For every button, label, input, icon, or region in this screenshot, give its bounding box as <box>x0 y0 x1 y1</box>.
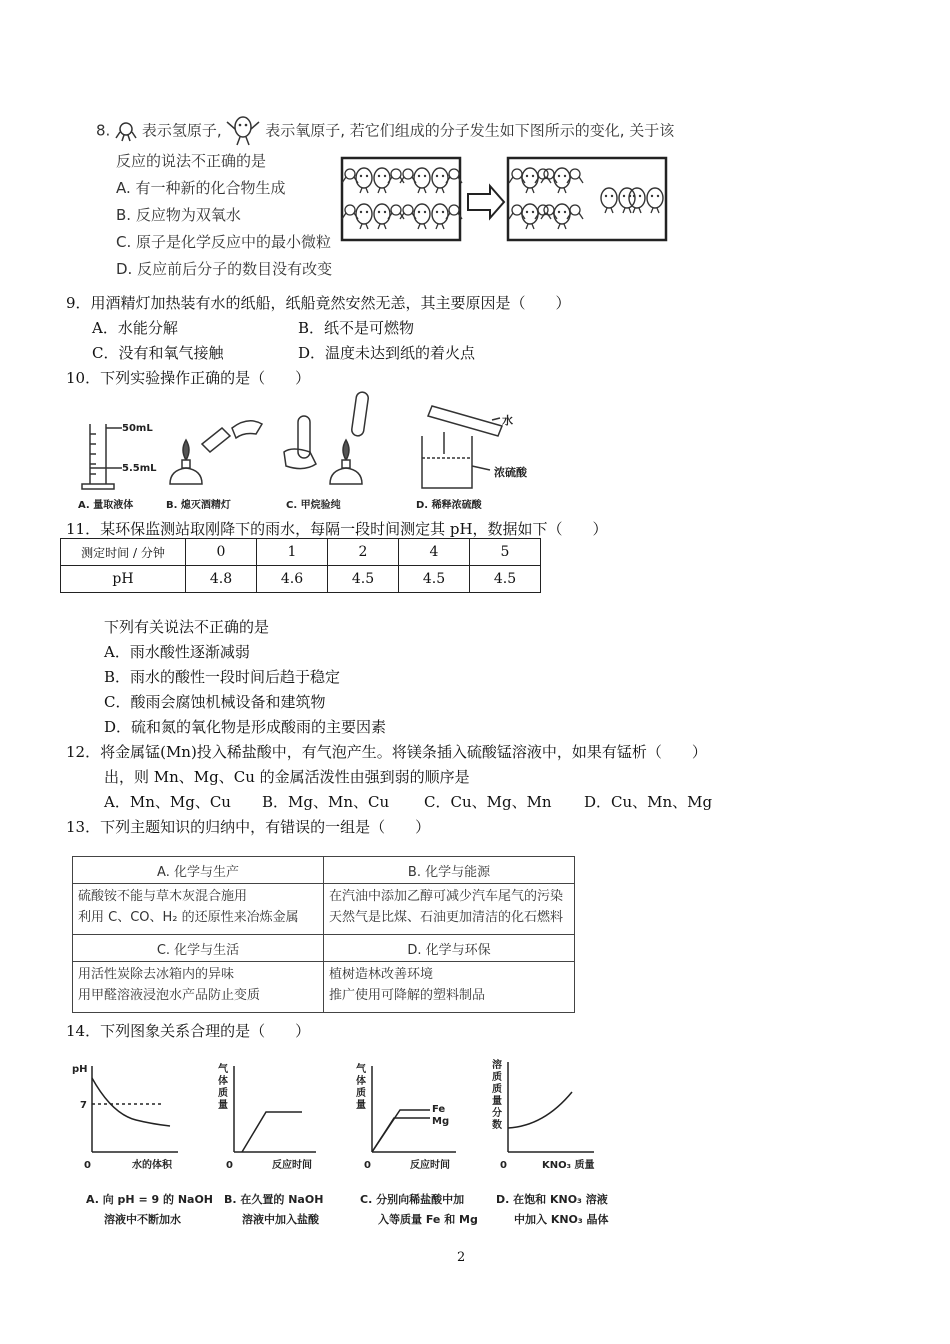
q11-option-c: C．酸雨会腐蚀机械设备和建筑物 <box>104 693 326 711</box>
c-line1: 用活性炭除去冰箱内的异味 <box>78 967 235 982</box>
table-cell: 4.6 <box>257 566 328 593</box>
graph-a-y-label: pH <box>72 1064 88 1075</box>
table-cell: 0 <box>186 539 257 566</box>
q9-stem: 9．用酒精灯加热装有水的纸船，纸船竟然安然无恙，其主要原因是（ ） <box>66 294 571 312</box>
row-header: pH <box>61 566 186 593</box>
caption-a: A. 量取液体 <box>78 500 134 511</box>
graph-b-y2: 体 <box>218 1076 228 1087</box>
label-5-5ml: 5.5mL <box>122 463 157 474</box>
graph-c-mg: Mg <box>432 1116 450 1127</box>
graph-d-y6: 数 <box>492 1120 502 1131</box>
q12-stem-line1: 12．将金属锰(Mn)投入稀盐酸中，有气泡产生。将镁条插入硫酸锰溶液中，如果有锰析（ ） <box>66 743 707 761</box>
table-cell: 4.5 <box>399 566 470 593</box>
cell-a-body <box>73 884 324 935</box>
graph-d-caption <box>496 1190 609 1230</box>
graph-b-y1: 气 <box>218 1064 228 1075</box>
q9-option-d: D．温度未达到纸的着火点 <box>298 344 476 362</box>
oxygen-atom-icon <box>226 116 260 146</box>
graph-d-y1: 溶 <box>492 1060 502 1071</box>
graph-d-origin: 0 <box>500 1160 507 1171</box>
b-line2: 天然气是比煤、石油更加清洁的化石燃料 <box>329 910 564 925</box>
graph-a-caption-2: 溶液中不断加水 <box>104 1213 181 1226</box>
cell-d-body <box>324 962 575 1013</box>
graph-c-y2: 体 <box>356 1076 366 1087</box>
table-row <box>61 566 541 593</box>
q8-option-b: B. 反应物为双氧水 <box>116 206 241 224</box>
reaction-arrow-icon <box>468 186 504 218</box>
label-50ml: 50mL <box>122 423 153 434</box>
alcohol-lamp-capping <box>170 421 262 484</box>
cell-c-body <box>73 962 324 1013</box>
a-line1: 硫酸铵不能与草木灰混合施用 <box>78 889 248 904</box>
graph-b-caption-2: 溶液中加入盐酸 <box>242 1213 319 1226</box>
graph-b <box>234 1066 316 1152</box>
graph-d-caption-1: D. 在饱和 KNO₃ 溶液 <box>496 1193 608 1206</box>
graph-a-caption-1: A. 向 pH = 9 的 NaOH <box>86 1193 214 1206</box>
q11-sub: 下列有关说法不正确的是 <box>104 618 270 636</box>
caption-b: B. 熄灭酒精灯 <box>166 500 231 511</box>
graph-c-caption-1: C. 分别向稀盐酸中加 <box>360 1193 465 1206</box>
q10-lab-operations-figure <box>72 388 527 514</box>
q11-option-a: A．雨水酸性逐渐减弱 <box>104 643 250 661</box>
row-header: 测定时间 / 分钟 <box>61 539 186 566</box>
label-conc-acid: 浓硫酸 <box>494 466 527 479</box>
table-cell: 2 <box>328 539 399 566</box>
b-line1: 在汽油中添加乙醇可减少汽车尾气的污染 <box>329 889 564 904</box>
q8-reaction-diagram <box>340 156 670 244</box>
q11-option-b: B．雨水的酸性一段时间后趋于稳定 <box>104 668 341 686</box>
q8-intro-a: 表示氢原子, <box>141 121 222 140</box>
graph-c-caption <box>360 1190 478 1230</box>
graph-b-y4: 量 <box>218 1100 228 1111</box>
graph-d-y3: 质 <box>492 1084 502 1095</box>
hydrogen-atom-icon <box>115 120 137 142</box>
graph-b-origin: 0 <box>226 1160 233 1171</box>
d-line1: 植树造林改善环境 <box>329 967 434 982</box>
graph-b-caption-1: B. 在久置的 NaOH <box>224 1193 324 1206</box>
q9-option-b: B．纸不是可燃物 <box>298 319 415 337</box>
q8-stem <box>96 116 674 146</box>
cell-b-body <box>324 884 575 935</box>
q12-option-b: B．Mg、Mn、Cu <box>262 793 390 811</box>
product-box <box>508 158 666 240</box>
q11-option-d: D．硫和氮的氧化物是形成酸雨的主要因素 <box>104 718 387 736</box>
graph-c-y3: 质 <box>356 1088 366 1099</box>
knowledge-summary-table <box>72 856 575 1013</box>
caption-c: C. 甲烷验纯 <box>286 500 341 511</box>
graph-d-y5: 分 <box>492 1108 502 1119</box>
q10-stem: 10．下列实验操作正确的是（ ） <box>66 369 311 387</box>
table-cell: 5 <box>470 539 541 566</box>
q14-stem: 14．下列图象关系合理的是（ ） <box>66 1022 311 1040</box>
alcohol-lamp-methane-test <box>284 391 369 484</box>
table-cell: 1 <box>257 539 328 566</box>
q8-option-d: D. 反应前后分子的数目没有改变 <box>116 260 333 278</box>
graph-c-y1: 气 <box>356 1064 366 1075</box>
graph-b-caption <box>224 1190 323 1230</box>
graph-d-y4: 量 <box>492 1096 502 1107</box>
caption-d: D. 稀释浓硫酸 <box>416 500 482 511</box>
table-cell: 4.8 <box>186 566 257 593</box>
q9-option-c: C．没有和氧气接触 <box>92 344 224 362</box>
graph-c-caption-2: 入等质量 Fe 和 Mg <box>378 1213 478 1226</box>
table-row <box>73 935 575 962</box>
q12-option-a: A．Mn、Mg、Cu <box>104 793 231 811</box>
q9-option-a: A．水能分解 <box>92 319 178 337</box>
d-line2: 推广使用可降解的塑料制品 <box>329 988 486 1003</box>
table-row <box>73 884 575 935</box>
page-number: 2 <box>457 1250 466 1265</box>
graph-c-fe: Fe <box>432 1104 446 1115</box>
graduated-cylinder <box>82 424 122 489</box>
label-water: 水 <box>502 414 513 427</box>
q8-line2: 反应的说法不正确的是 <box>116 152 267 170</box>
q8-option-a: A. 有一种新的化合物生成 <box>116 179 286 197</box>
cell-a-head: A. 化学与生产 <box>73 857 324 884</box>
table-row <box>73 962 575 1013</box>
cell-c-head: C. 化学与生活 <box>73 935 324 962</box>
graph-b-y3: 质 <box>218 1088 228 1099</box>
q11-stem: 11．某环保监测站取刚降下的雨水，每隔一段时间测定其 pH，数据如下（ ） <box>66 520 608 538</box>
graph-a-origin: 0 <box>84 1160 91 1171</box>
graph-a-caption <box>86 1190 213 1230</box>
q13-stem: 13．下列主题知识的归纳中，有错误的一组是（ ） <box>66 818 431 836</box>
graph-d-y2: 质 <box>492 1072 502 1083</box>
q12-option-c: C．Cu、Mg、Mn <box>424 793 552 811</box>
q8-number: 8. <box>96 121 111 140</box>
q8-intro-b: 表示氧原子, 若它们组成的分子发生如下图所示的变化, 关于该 <box>265 121 675 140</box>
graph-d <box>508 1062 594 1152</box>
table-row <box>73 857 575 884</box>
q12-stem-line2: 出，则 Mn、Mg、Cu 的金属活泼性由强到弱的顺序是 <box>104 768 470 786</box>
q14-graphs <box>66 1056 606 1176</box>
ph-table <box>60 538 541 593</box>
graph-a-seven: 7 <box>80 1100 87 1111</box>
graph-d-x-label: KNO₃ 质量 <box>542 1160 595 1171</box>
graph-a-x-label: 水的体积 <box>132 1160 172 1171</box>
a-line2: 利用 C、CO、H₂ 的还原性来冶炼金属 <box>78 910 299 925</box>
graph-c-x-label: 反应时间 <box>410 1160 450 1171</box>
diluting-acid-setup <box>422 406 502 488</box>
graph-c-origin: 0 <box>364 1160 371 1171</box>
q8-option-c: C. 原子是化学反应中的最小微粒 <box>116 233 332 251</box>
graph-b-x-label: 反应时间 <box>272 1160 312 1171</box>
table-cell: 4.5 <box>470 566 541 593</box>
c-line2: 用甲醛溶液浸泡水产品防止变质 <box>78 988 261 1003</box>
graph-a <box>92 1066 178 1152</box>
table-cell: 4.5 <box>328 566 399 593</box>
graph-c-y4: 量 <box>356 1100 366 1111</box>
table-row <box>61 539 541 566</box>
cell-b-head: B. 化学与能源 <box>324 857 575 884</box>
table-cell: 4 <box>399 539 470 566</box>
graph-d-caption-2: 中加入 KNO₃ 晶体 <box>514 1213 609 1226</box>
q12-option-d: D．Cu、Mn、Mg <box>584 793 713 811</box>
cell-d-head: D. 化学与环保 <box>324 935 575 962</box>
